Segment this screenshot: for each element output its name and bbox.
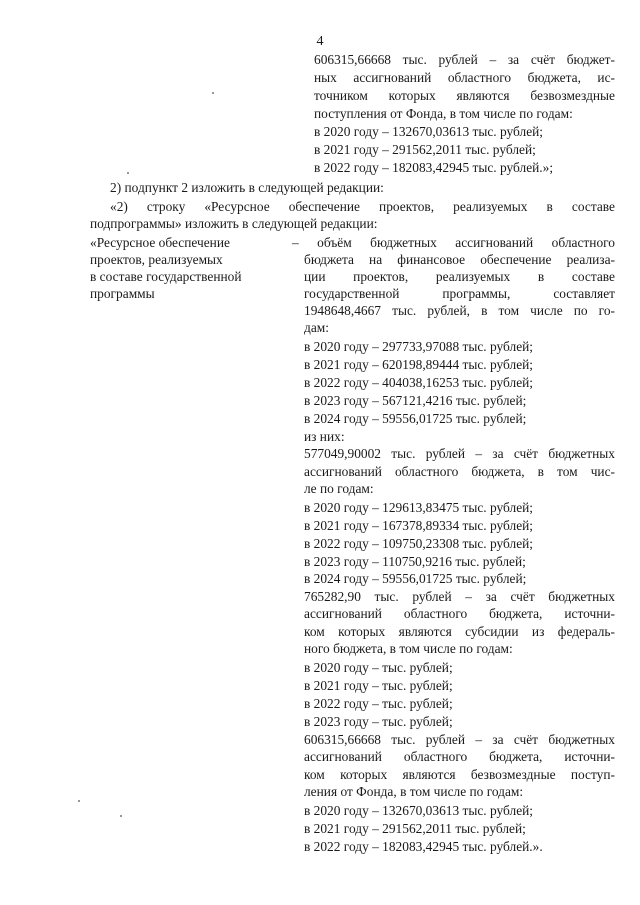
text-line: точником которых являются безвозмездные [314,88,615,103]
text-line: в 2020 году – 132670,03613 тыс. рублей; [314,124,544,139]
year-line: в 2022 году – 182083,42945 тыс. рублей.». [304,839,543,854]
year-line: в 2021 году – 620198,89444 тыс. рублей; [304,357,534,372]
row-label-line: в составе государственной [90,269,242,284]
subitem-heading: 2) подпункт 2 изложить в следующей редакции: [110,180,384,195]
year-line: в 2022 году – тыс. рублей; [304,696,453,711]
year-line: в 2024 году – 59556,01725 тыс. рублей; [304,571,527,586]
text-line: 765282,90 тыс. рублей – за счёт бюджетных [304,589,615,604]
year-line: в 2022 году – 404038,16253 тыс. рублей; [304,375,534,390]
text-line: ления от Фонда, в том числе по годам: [304,784,524,799]
text-line: ком которых являются субсидии из федераль- [304,624,615,639]
text-line: ассигнований областного бюджета, источни- [304,749,615,764]
text-line: ассигнований областного бюджета, источни- [304,606,615,621]
scan-speck [212,92,214,94]
text-line: государственной программы, составляет [304,286,615,301]
year-line: в 2020 году – 129613,83475 тыс. рублей; [304,500,534,515]
year-line: в 2024 году – 59556,01725 тыс. рублей; [304,411,527,426]
year-line: в 2020 году – 132670,03613 тыс. рублей; [304,803,534,818]
scan-speck [78,800,80,802]
year-line: в 2021 году – 291562,2011 тыс. рублей; [304,821,526,836]
text-line: в 2022 году – 182083,42945 тыс. рублей.»; [314,160,554,175]
text-line: поступления от Фонда, в том числе по годам: [314,106,573,121]
text-line: ассигнований областного бюджета, в том чис- [304,464,615,479]
row-label-line: «Ресурсное обеспечение [90,235,230,250]
text-line: 606315,66668 тыс. рублей – за счёт бюджетных [304,732,615,747]
text-line: ле по годам: [304,481,374,496]
text-line: 1948648,4667 тыс. рублей, в том числе по го- [304,303,615,318]
text-line: ного бюджета, в том числе по годам: [304,641,513,656]
year-line: в 2023 году – тыс. рублей; [304,714,453,729]
scan-speck [127,172,129,174]
text-line: 606315,66668 тыс. рублей – за счёт бюджет- [314,52,615,67]
year-line: в 2023 году – 567121,4216 тыс. рублей; [304,393,527,408]
text-line: в 2021 году – 291562,2011 тыс. рублей; [314,142,536,157]
year-line: в 2020 году – 297733,97088 тыс. рублей; [304,339,534,354]
text-line: бюджета на финансовое обеспечение реализа- [304,252,615,267]
year-line: в 2021 году – 167378,89334 тыс. рублей; [304,518,534,533]
text-line: ком которых являются безвозмездные поступ- [304,767,615,782]
year-line: в 2021 году – тыс. рублей; [304,678,453,693]
year-line: в 2023 году – 110750,9216 тыс. рублей; [304,554,526,569]
text-line: ции проектов, реализуемых в составе [304,269,615,284]
text-line: ных ассигнований областного бюджета, ис- [314,70,615,85]
text-line: 577049,90002 тыс. рублей – за счёт бюджетных [304,446,615,461]
text-line: из них: [304,429,345,444]
text-line: – объём бюджетных ассигнований областного [292,235,615,250]
text-line: подпрограммы» изложить в следующей редакции: [90,216,378,231]
row-label-line: программы [90,286,155,301]
page-number: 4 [316,34,324,49]
year-line: в 2022 году – 109750,23308 тыс. рублей; [304,536,534,551]
row-label-line: проектов, реализуемых [90,252,223,267]
scan-speck [120,815,122,817]
text-line: «2) строку «Ресурсное обеспечение проектов, реализуемых в составе [110,199,615,214]
text-line: дам: [304,320,329,335]
year-line: в 2020 году – тыс. рублей; [304,660,453,675]
